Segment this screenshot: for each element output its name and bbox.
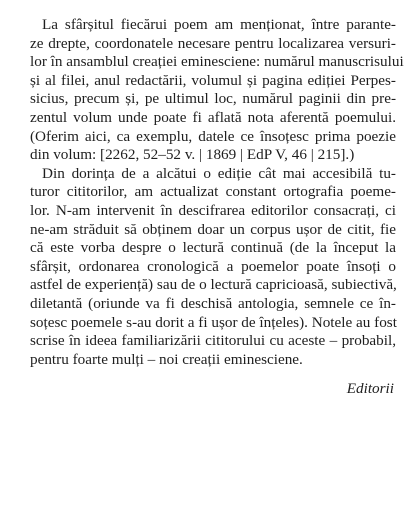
text-line: din volum: [2262, 52–52 v. | 1869 | EdP V, 46 | 215].) xyxy=(30,146,355,164)
text-line: pentru foarte mulți – noi creații eminesciene. xyxy=(30,350,303,368)
text-line: că este vorba despre o lectură continuă (de la început la xyxy=(30,239,396,257)
text-line: soțesc poemele s-au dorit a fi ușor de înțeles). Notele au fost xyxy=(30,313,397,331)
text-line: lor în ansamblul creației eminesciene: numărul manuscrisului xyxy=(30,53,404,71)
document-body xyxy=(30,16,404,369)
text-line: ne-am străduit să obținem doar un corpus ușor de citit, fie xyxy=(30,220,396,238)
text-line: sfârșit, ordonarea cronologică a poemelor poate însoți o xyxy=(30,257,396,275)
text-line: zentul volum unde poate fi aflată nota aferentă poemului. xyxy=(30,108,396,126)
text-line: turor cititorilor, am actualizat constant ortografia poeme- xyxy=(30,183,396,201)
text-line: și al filei, anul redactării, volumul și pagina ediției Perpes- xyxy=(30,71,396,89)
text-line: ze drepte, coordonatele necesare pentru localizarea versuri- xyxy=(30,34,396,52)
text-line: astfel de experiență) sau de o lectură capricioasă, subiectivă, xyxy=(30,276,397,294)
paragraph-2 xyxy=(30,165,396,370)
paragraph-1 xyxy=(30,16,404,165)
text-line: La sfârșitul fiecărui poem am menționat, între parante- xyxy=(42,16,396,33)
text-line: lor. N-am intervenit în descifrarea editorilor consacrați, ci xyxy=(30,201,396,219)
text-line: scrise în ideea familiarizării cititorului cu aceste – probabil, xyxy=(30,332,396,350)
text-line: diletantă (oriunde va fi deschisă antologia, semnele ce în- xyxy=(30,294,396,312)
signature: Editorii xyxy=(346,380,394,397)
text-line: (Oferim aici, ca exemplu, datele ce însoțesc prima poezie xyxy=(30,127,396,145)
text-line: Din dorința de a alcătui o ediție cât mai accesibilă tu- xyxy=(42,164,396,182)
text-line: sicius, precum și, pe ultimul loc, numărul paginii din pre- xyxy=(30,90,396,108)
